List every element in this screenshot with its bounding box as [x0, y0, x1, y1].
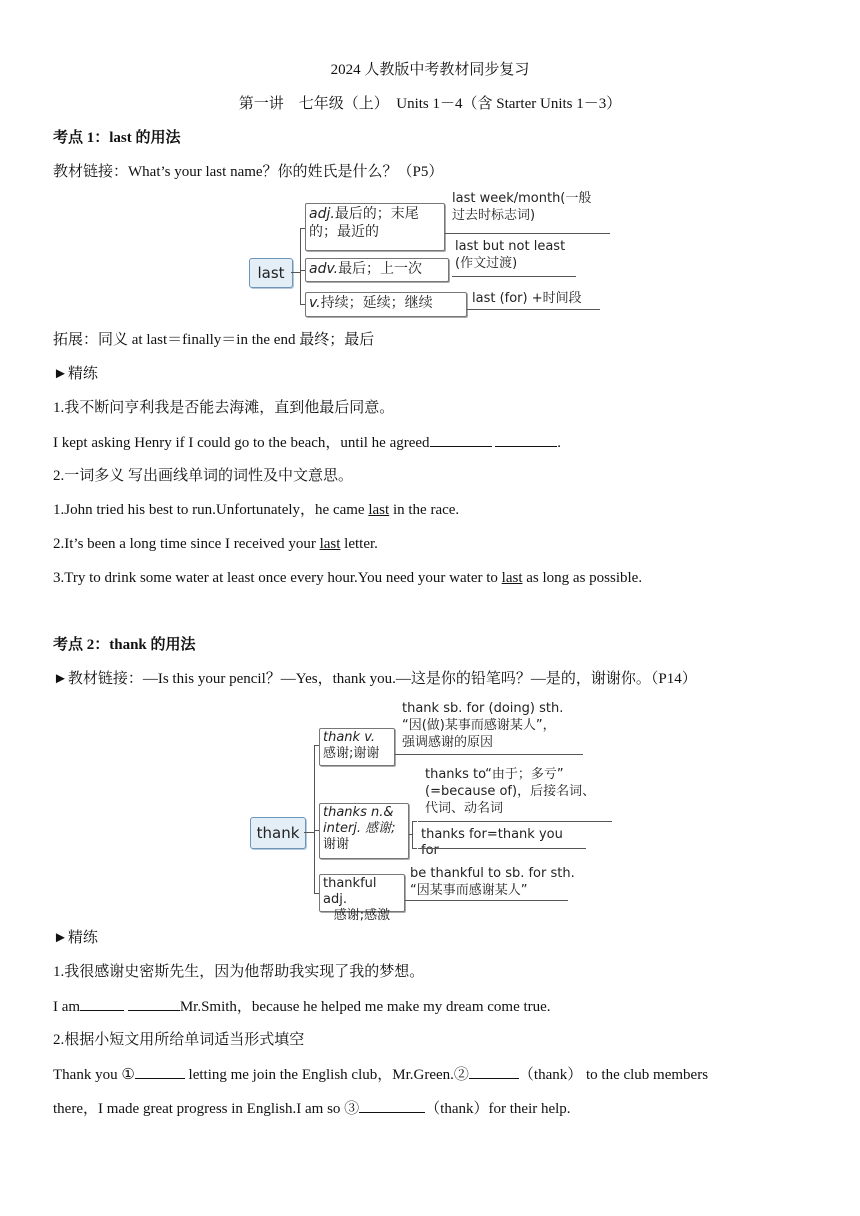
underlined-word: last: [368, 502, 390, 518]
connector: [412, 821, 413, 848]
document-subtitle: 第一讲 七年级（上） Units 1－4（含 Starter Units 1－3）: [238, 96, 622, 112]
mindmap-root-thank: thank: [250, 817, 306, 849]
mindmap-leaf-thanks-for: thanks for=thank you for: [418, 826, 586, 848]
connector: [412, 821, 417, 822]
document-title: 2024 人教版中考教材同步复习: [330, 62, 530, 78]
answer-blank[interactable]: [128, 996, 180, 1011]
connector: [409, 834, 412, 835]
answer-blank[interactable]: [80, 996, 124, 1011]
question-1-english: I kept asking Henry if I could go to the beach，until he agreed .: [53, 432, 561, 453]
question-2-item: 3.Try to drink some water at least once every hour.You need your water to last as long as possible.: [53, 570, 643, 586]
connector: [405, 900, 568, 901]
mindmap-leaf-last-for: last (for) +时间段: [472, 291, 582, 306]
connector: [418, 848, 586, 849]
question-2-item: 2.It’s been a long time since I received your last letter.: [53, 536, 378, 552]
mindmap-node-thanks: thanks n.& interj. 感谢; 谢谢: [319, 803, 409, 859]
mindmap-node-thank-v: thank v. 感谢;谢谢: [319, 728, 395, 766]
connector: [395, 754, 583, 755]
mindmap-leaf-thank-sb: thank sb. for (doing) sth. “因(做)某事而感谢某人”， 强调感谢的原因: [402, 701, 564, 750]
mindmap-leaf-last-week: last week/month(一般 过去时标志词): [452, 191, 592, 223]
connector: [304, 832, 314, 833]
answer-blank[interactable]: [359, 1098, 425, 1113]
section1-heading: 考点 1：last 的用法: [53, 130, 181, 146]
pos-label: v.: [309, 295, 321, 311]
meaning-label: 持续；延续；继续: [320, 295, 433, 311]
answer-blank[interactable]: [469, 1064, 519, 1079]
extension-note: 拓展：同义 at last＝finally＝in the end 最终；最后: [53, 332, 375, 348]
mindmap-node-thankful: thankful adj. 感谢;感激: [319, 874, 405, 912]
connector: [314, 745, 315, 893]
practice-label: ►精练: [53, 930, 98, 946]
question-1-chinese: 1.我不断问亨利我是否能去海滩，直到他最后同意。: [53, 400, 395, 416]
section1-textbook-link: 教材链接：What’s your last name？你的姓氏是什么？（P5）: [53, 164, 444, 180]
connector: [418, 821, 612, 822]
connector: [412, 848, 417, 849]
practice-label: ►精练: [53, 366, 98, 382]
meaning-label: 最后的；末尾的；最近的: [309, 206, 419, 240]
pos-label: adv.: [309, 261, 339, 277]
answer-blank[interactable]: [135, 1064, 185, 1079]
underlined-word: last: [501, 570, 523, 586]
mindmap-leaf-last-but-not-least: last but not least (作文过渡): [455, 239, 566, 271]
question-1-english: I am Mr.Smith，because he helped me make my dream come true.: [53, 996, 551, 1017]
question-2-title: 2.一词多义 写出画线单词的词性及中文意思。: [53, 468, 354, 484]
mindmap-leaf-be-thankful: be thankful to sb. for sth. “因某事而感谢某人”: [410, 866, 575, 898]
section2-textbook-link: ►教材链接：—Is this your pencil？—Yes，thank you.—这是你的铅笔吗？—是的，谢谢你。（P14）: [53, 671, 697, 687]
question-2-item: 1.John tried his best to run.Unfortunately，he came last in the race.: [53, 502, 460, 518]
section2-heading: 考点 2：thank 的用法: [53, 637, 196, 653]
question-2-title: 2.根据小短文用所给单词适当形式填空: [53, 1032, 305, 1048]
question-2-line: there，I made great progress in English.I am so ③ （thank）for their help.: [53, 1098, 571, 1119]
mindmap-root-last: last: [249, 258, 293, 288]
mindmap-leaf-thanks-to: thanks to“由于；多亏” (=because of)，后接名词、 代词、动名词: [425, 767, 596, 816]
underlined-word: last: [319, 536, 341, 552]
question-1-chinese: 1.我很感谢史密斯先生，因为他帮助我实现了我的梦想。: [53, 964, 425, 980]
pos-label: adj.: [309, 206, 335, 222]
meaning-label: 最后；上一次: [338, 261, 423, 277]
question-2-line: Thank you ① letting me join the English club，Mr.Green.② （thank） to the club members: [53, 1064, 708, 1085]
